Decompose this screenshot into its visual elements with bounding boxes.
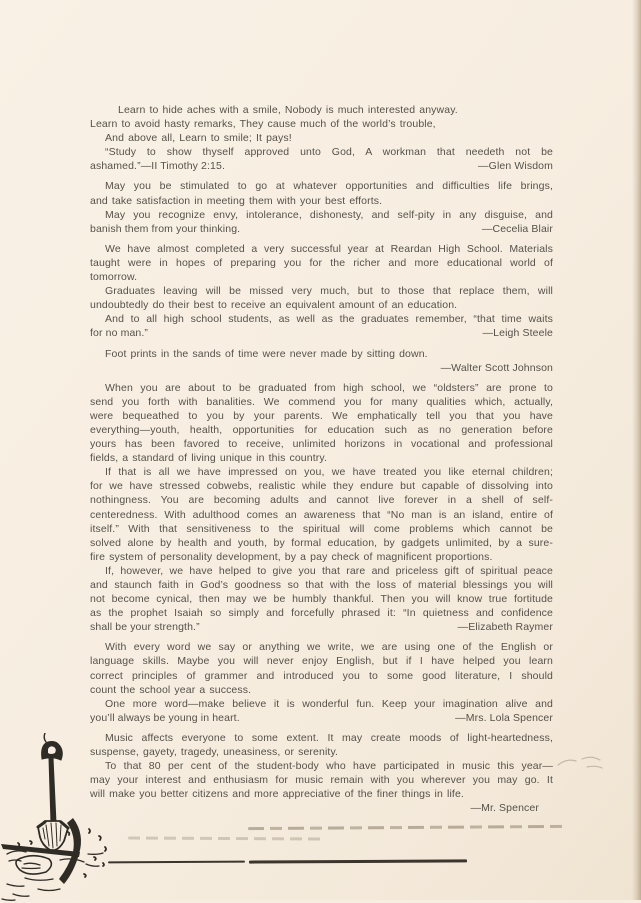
text-line: yours has been favored to receive, unlimited horizons in vocational and professional: [90, 438, 553, 451]
shovel-icon: [38, 733, 68, 850]
text-line: were bequeathed to you by your parents. We emphatically tell you that you have: [90, 409, 553, 422]
text-line: not become cynical, then may we be humbly thankful. Then you will know true fortitude: [90, 593, 553, 606]
paragraph-block: [90, 731, 553, 816]
text-line: [90, 159, 553, 173]
text-line: and take satisfaction in meeting them with your best efforts.: [90, 194, 383, 207]
footer-rule-segment: [249, 859, 467, 863]
paragraph-block: [90, 179, 553, 235]
text-line: Learn to hide aches with a smile, Nobody is much interested anyway.: [118, 104, 458, 116]
text-line: To that 80 per cent of the student-body who have participated in music this year—: [105, 760, 553, 773]
text-line: “Study to show thyself approved unto God, A workman that needeth not be: [105, 146, 553, 159]
attribution: —Cecelia Blair: [481, 222, 553, 235]
text-line: If that is all we have impressed on you, we have treated you like eternal children;: [105, 466, 553, 479]
text-column: [90, 103, 553, 822]
text-line: send you forth with banalities. We commend you for many qualities which, actually,: [90, 395, 553, 408]
line-text: for no man.”: [90, 327, 149, 340]
paragraph-block: [90, 347, 553, 375]
text-line: We have almost completed a very successful year at Reardan High School. Materials: [105, 242, 553, 255]
attribution: —Leigh Steele: [482, 327, 553, 340]
text-line: taught were in hopes of preparing you for the richer and more educational world of: [90, 256, 553, 269]
text-line: [90, 620, 553, 634]
smudge-line: [248, 825, 566, 830]
text-line: for we have stressed cobwebs, realistic while they endure but capable of dissolving into: [90, 480, 553, 493]
text-line: count the school year a success.: [90, 683, 252, 696]
text-line: suspense, gayety, tragedy, uneasiness, or serenity.: [90, 746, 339, 759]
page-edge-shadow: [632, 0, 641, 900]
smudge-line: [128, 836, 323, 840]
text-line: everything—youth, health, opportunities for education such as no generation before: [90, 423, 553, 436]
text-line: [90, 711, 553, 725]
text-line: One more word—make believe it is wonderful fun. Keep your imagination alive and: [105, 697, 553, 710]
text-line: [90, 326, 553, 340]
text-line: [90, 222, 553, 236]
text-line: Foot prints in the sands of time were never made by sitting down.: [105, 347, 428, 360]
text-line: And to all high school students, as well as the graduates remember, “that time waits: [105, 313, 553, 326]
text-line: tomorrow.: [90, 271, 138, 284]
text-line: Graduates leaving will be missed very much, but to those that replace them, will: [105, 285, 553, 298]
line-text: you’ll always be young in heart.: [90, 711, 240, 724]
text-line: Music affects everyone to some extent. It may create moods of light-heartedness,: [105, 731, 553, 744]
paragraph-block: [90, 242, 553, 341]
text-line: will make you better citizens and more appreciative of the finer things in life.: [90, 788, 464, 801]
paragraph-block: [90, 103, 553, 173]
text-line: May you be stimulated to go at whatever opportunities and difficulties life brings,: [105, 180, 553, 193]
line-text: shall be your strength.”: [90, 621, 200, 634]
text-line: nothingness. You are becoming adults and cannot live forever in a shell of self-: [90, 494, 553, 507]
text-line: and staunch faith in God’s goodness so that with the loss of material blessings you will: [90, 579, 553, 591]
line-text: banish them from your thinking.: [90, 222, 241, 235]
attribution: —Mrs. Lola Spencer: [455, 711, 553, 724]
text-line: solved alone by health and youth, by formal education, by gadgets unlimited, by a sure-: [90, 536, 553, 549]
text-line: With every word we say or anything we write, we are using one of the English or: [105, 641, 553, 654]
line-text: ashamed.”—II Timothy 2:15.: [90, 160, 226, 173]
pencil-smudge-marks: [556, 750, 608, 772]
text-line: itself.” With that sensitiveness to the spiritual will come problems which cannot be: [90, 522, 553, 535]
attribution: —Glen Wisdom: [478, 160, 553, 173]
paragraph-block: [90, 381, 553, 635]
text-line: as the prophet Isaiah so simply and forcefully phrased it: “In quietness and confidence: [90, 607, 553, 620]
attribution: —Mr. Spencer: [470, 802, 539, 815]
paragraph-block: [90, 640, 553, 725]
text-line: If, however, we have helped to give you that rare and priceless gift of spiritual peace: [105, 564, 553, 577]
text-line: May you recognize envy, intolerance, dishonesty, and self-pity in any disguise, and: [105, 208, 553, 221]
text-line: When you are about to be graduated from high school, we “oldsters” are prone to: [105, 381, 553, 394]
text-line: undoubtedly do their best to receive an equivalent amount of an education.: [90, 299, 458, 312]
text-line: may your interest and enthusiasm for music remain with you wherever you may go. It: [90, 774, 553, 787]
text-line: correct principles of grammer and introduced you to some good literature, I should: [90, 669, 553, 682]
attribution: —Elizabeth Raymer: [457, 621, 553, 634]
digging-tools-illustration: [0, 733, 130, 903]
text-line: And above all, Learn to smile; It pays!: [105, 132, 292, 145]
text-line: centeredness. With adulthood comes an awareness that “No man is an island, entire of: [90, 508, 553, 521]
text-line: Learn to avoid hasty remarks, They cause much of the world’s trouble,: [90, 118, 436, 131]
text-line: language skills. Maybe you will never enjoy English, but if I have helped you learn: [90, 655, 553, 668]
text-line: fire system of personality development, by a pay check of magnificent proportions.: [90, 550, 493, 563]
text-line: fields, a standard of living unique in this country.: [90, 452, 328, 465]
attribution: —Walter Scott Johnson: [440, 361, 553, 374]
